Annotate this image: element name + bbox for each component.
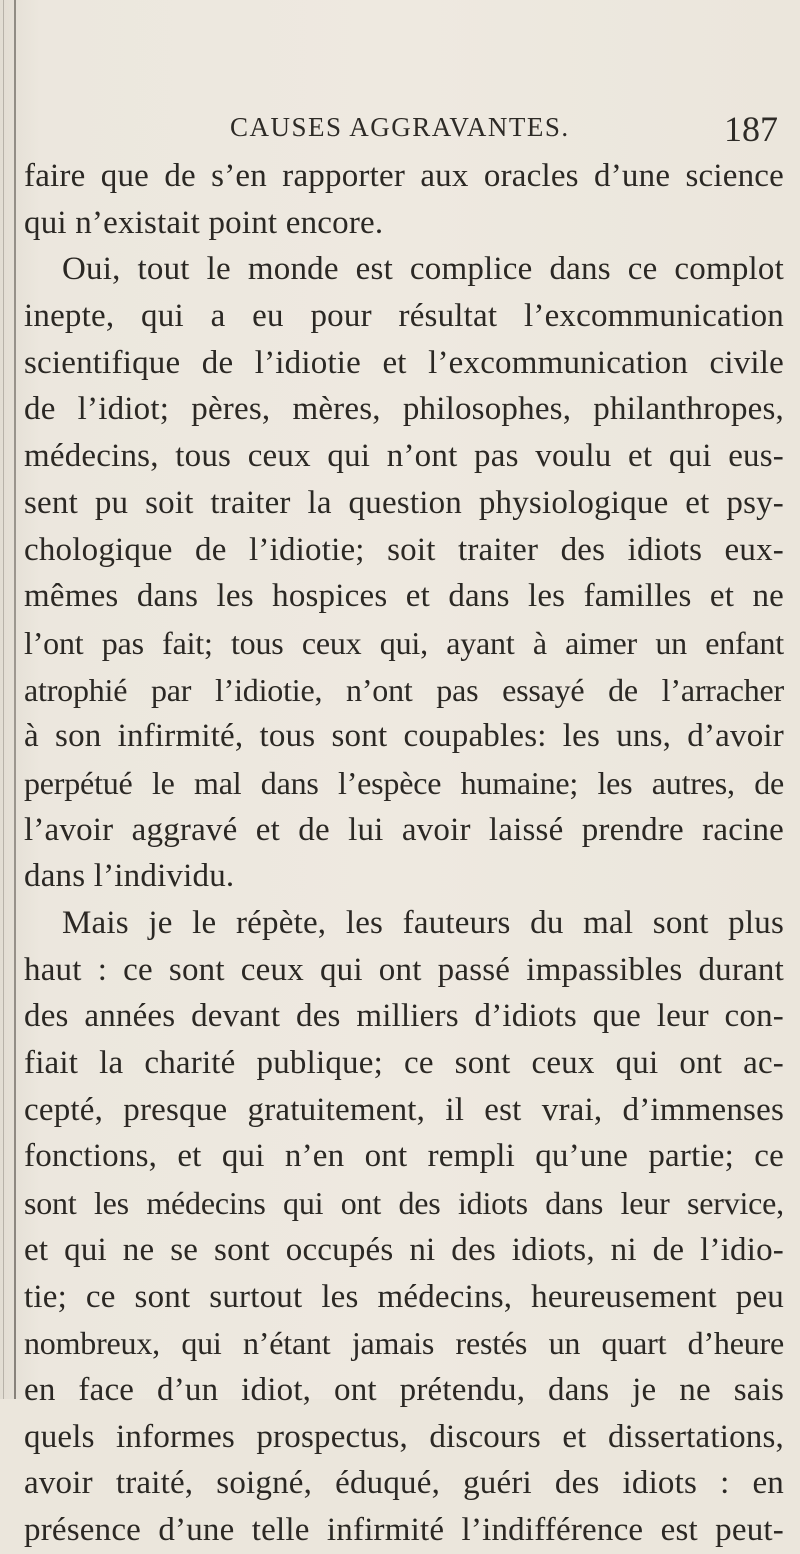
text-line: des années devant des milliers d’idiots que leur con- xyxy=(24,998,784,1035)
binding-margin-line xyxy=(14,0,16,1399)
text-line: inepte, qui a eu pour résultat l’excommunication xyxy=(24,298,784,335)
text-line: et qui ne se sont occupés ni des idiots, ni de l’idio- xyxy=(24,1231,784,1268)
text-line: haut : ce sont ceux qui ont passé impassibles durant xyxy=(24,951,784,988)
text-line: atrophié par l’idiotie, n’ont pas essayé de l’arracher xyxy=(24,671,784,708)
text-line: perpétué le mal dans l’espèce humaine; les autres, de xyxy=(24,764,784,801)
text-line: quels informes prospectus, discours et dissertations, xyxy=(24,1418,784,1455)
text-line: qui n’existait point encore. xyxy=(24,204,384,241)
page-number: 187 xyxy=(724,109,778,149)
text-line: à son infirmité, tous sont coupables: les uns, d’avoir xyxy=(24,718,784,755)
text-line: Oui, tout le monde est complice dans ce complot xyxy=(62,251,784,288)
text-line: fonctions, et qui n’en ont rempli qu’une partie; ce xyxy=(24,1138,784,1175)
text-line: en face d’un idiot, ont prétendu, dans je ne sais xyxy=(24,1371,784,1408)
text-line: l’avoir aggravé et de lui avoir laissé prendre racine xyxy=(24,811,784,848)
text-line: mêmes dans les hospices et dans les familles et ne xyxy=(24,578,784,615)
text-line: sont les médecins qui ont des idiots dans leur service, xyxy=(24,1185,784,1222)
text-line: sent pu soit traiter la question physiologique et psy- xyxy=(24,484,784,521)
body-text xyxy=(24,153,784,1554)
text-line: faire que de s’en rapporter aux oracles d’une science xyxy=(24,158,784,194)
text-line: de l’idiot; pères, mères, philosophes, philanthropes, xyxy=(24,391,784,428)
running-title: CAUSES AGGRAVANTES. xyxy=(230,112,570,142)
page-edge-line xyxy=(3,0,4,1399)
text-line: avoir traité, soigné, éduqué, guéri des idiots : en xyxy=(24,1465,784,1502)
text-line: nombreux, qui n’étant jamais restés un quart d’heure xyxy=(24,1325,784,1362)
text-line: tie; ce sont surtout les médecins, heureusement peu xyxy=(24,1278,784,1315)
text-line: Mais je le répète, les fauteurs du mal sont plus xyxy=(62,905,784,941)
running-header xyxy=(230,109,800,152)
text-line: cepté, presque gratuitement, il est vrai, d’immenses xyxy=(24,1091,784,1128)
text-line: dans l’individu. xyxy=(24,858,235,895)
text-line: médecins, tous ceux qui n’ont pas voulu et qui eus- xyxy=(24,438,784,475)
text-line: l’ont pas fait; tous ceux qui, ayant à aimer un enfant xyxy=(24,624,784,661)
text-line: scientifique de l’idiotie et l’excommunication civile xyxy=(24,344,784,381)
text-line: fiait la charité publique; ce sont ceux qui ont ac- xyxy=(24,1045,784,1082)
text-line: présence d’une telle infirmité l’indifférence est peut- xyxy=(24,1511,784,1548)
text-line: chologique de l’idiotie; soit traiter des idiots eux- xyxy=(24,531,784,568)
